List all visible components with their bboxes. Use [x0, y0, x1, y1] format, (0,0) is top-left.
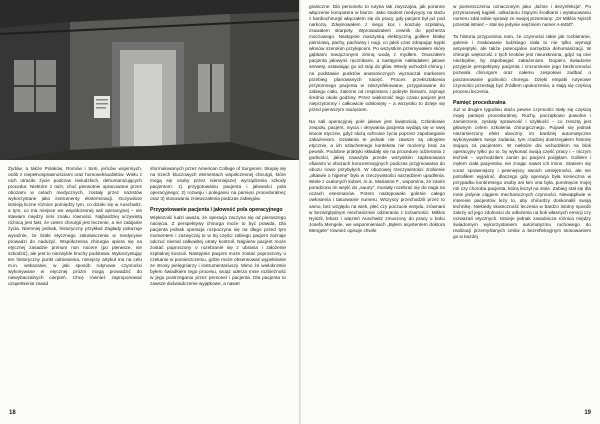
section-heading: Pamięć proceduralna	[453, 99, 506, 106]
paragraph: graniczne. Dla personelu to rutyna tak zwyczajna, jak poranne włączenie komputera w biurze. Jako student medycyny na stażu z kardiochirurgii włączałem się do pracy, gdy pacjent był już pod narkozą. Zdejmowałem z niego koc i koszulę szpitalną, zsuwałem skarpety. Wprowadzałem cewnik do pęcherza moczowego. Następnie maszynką elektryczną goliłem klatkę piersiową, pachy, pachwiny i nogi, co jakiś czas zdrapując kępki włosów szerokim przylepcem. Po wszystkim przemywałem skórę gąbkami nasączonymi zimną wodą z mydłem. Osuszałem pacjenta jałowymi ręcznikami, a następnie nakładałem jałowe serwety, ostawiając go od stóp do głów. Wtedy wchodził chirurg i na podstawie punktów anatomicznych wyznaczał markerem przebieg planowanych nacięć. Proces przekształcenia przytomnego pacjenta w zdezynfekowane, przygotowane do zabiegu ciało, zależne od respiratora i pokryte lininami, zajmuje średnio około godziny. Przez większość tego czasu pacjent jest nieprzytomny i całkowicie odsłonięty – a wszystko to dzieje się przed pierwszym nacięciem.	[309, 4, 445, 112]
section-heading: Przygotowanie pacjenta i jałowość pola operacyjnego	[150, 207, 283, 214]
right-page-column-2	[453, 4, 591, 240]
left-page-column-2	[150, 166, 286, 287]
right-page-column-1	[309, 4, 445, 234]
page-number: 19	[584, 410, 591, 416]
corridor-photo-drawing	[0, 0, 299, 160]
paragraph: Na sali operacyjnej pole jałowe jest świętością. Członkowie zespołu, pacjent, mycia i okrywania pacjenta wydają się w swej istocie etyczne, gdyż służą ochronie życia poprzez zapobieganie zakażeniom. Działania te jednak nie zawsze są obojętne etycznie, a ich szlachetnego kontekstu nie możemy brać za pewnik. Podobne praktyki składały się na procedurę odzierania z godności, jakiej zaważyła przede wszystkim zaplanowana ofiarami w obozach koncentracyjnych podczas przyjmowania do obozu nowo przybyłych. W obozowej rzeczywistości zrobienie „ołtaiwie o higienę” było w rzeczywistości narzędziem upodlenia. Wiele z ocalonych kobiet, m.in. Marianne F., wspomina, że zanim poradzono im wejść do „sauny”, musiały rozebrać się do naga na oczach esesmanów. Potem następowało golenie całego owłosienia i tatuowanie numeru. Wszyscy przechodzili przez to samo, bez względu na wiek, płeć czy poczucie wstydu, zrównani w bezwzględnym mechanizmie odzierania z tożsamości. Miklos Nyiszli, lekarz i więzień Auschwitz zmuszony do pracy u boku Josefa Mengele, we wspomnieniach „Byłem asystentem doktora Mengele” również opisuje chwile	[309, 118, 445, 233]
paragraph: Żydów, a także Polaków, Romów i Sinti, jeńców wojennych, osób z niepełnosprawnościami oraz homoseksualistów. Wielu z nich utraciło życie podczas nieludzkich, dehumanizujących procedur. Niektóre z nich, choć pierwotnie opracowane przez obozami w celach medycznych, zostały przez nazistów wykorzystane jako instrumenty eksterminacji. Oczywiście istnieją liczne różnice pomiędzy tym, co działo się w Auschwitz, a tym, co ma miejsce we współczesnej sali operacyjnej – nie stawiam między nimi znaku równości. Najbardziej oczywistą różnicą jest fakt, że celem chirurgii jest leczenie, a nie zabijanie życia. Niemniej jednak, historyczny przykład Zagłady pokazuje wyraźnie, że braki etycznego zakotwiczenia w medycynie prowadzi do nadużyć. Współczesna chirurgia opiera się na etycznej zasadzie primum non nocere (po pierwsze, nie szkodzić), ale jest to niezwykle kruchy podstawa. Wykorzystując ten historyczny punkt odniesienia, niniejszy artykuł ma na celu m.in. wskazanie, w jaki sposób rutynowe czynności wykonywane w etycznej próżni mogą prowadzić do niewybaczalnych cierpień. Chcę również zaproponować uzupełnienie zasad	[8, 166, 142, 286]
paragraph: Większość ludzi uważa, że operacja zaczyna się od pierwszego nacięcia. Z perspektywy chirurga może to być prawda. Dla pacjenta jednak operacja rozpoczyna się na długo przed tym momentem i zazwyczaj to w tej części zabiegu pacjent zaznaje odczuć niemal całkowitej utraty kontroli. Najpierw pacjent może zostać poproszony o rozebranie się z ubrania i założenie szpitalnej koszuli. Następnie pacjent może zostać poproszony o czekanie w pomieszczeniu, gdzie może obserwować wypełnianie ze strony pielęgniarzy i instrumentariuszy. Mimo że wielokrotnie byłem świadkiem tego procesu, wciąż uderza mnie rozbieżność w jego postrzeganiu przez personel i pacjenta. Dla pacjenta to zawsze doświadczenie wyjątkowe, a nawet	[150, 214, 286, 287]
left-page	[0, 0, 299, 424]
left-page-column-1	[8, 166, 142, 287]
paragraph: Już w drugim tygodniu stażu pewne czynności stały się częścią mojej pamięci proceduralnej. Ruchy, początkowo powolne i zamierzone, zyskały sprawność i szybkość – co zresztą jest głównym celem szkolenia chirurgicznego. Pojawił się jednak niezamierzony efekt uboczny: im bardziej automatyczne wykonywałem swoje zadania, tym rzadziej dostrzegałem historię stojącą za pacjentem. W niektóre dni wchodziłem na blok operacyjny tylko po to, by wykonać swoją część pracy i – niczym technik – wychodziłem zanim po pacjent podjęłam. Goliłem i myłem ciała pacjentów, nie znając nawet ich imion. Staniem się coraz sprawniejszy i pewniejszy swoich umiejętności, ale nie potrafiłem wyjaśnić, dlaczego gdy operacja była konieczna w przypadku konkretnego osoby ani kim ona była, pominięcie mojej roli czy choroba pacjenta, którą leczył na stole. Zabieg stał się dla mnie jedynie ciągiem mechanicznych czynności. Niewątpliwie w interesie pacjentów leży to, aby chirurdzy doskonalili swoją technikę. Niekiedy skuteczność leczenia w bardzo istotny sposób zależy od jego zdolności do odłożenia na bok własnych emocji czy rozważań etycznych. Istnieje jednak zasadnicza różnica między świadomym wykorzystaniem automatyzmu ruchowego do realizacji przemyślanych celów a bezrefleksyjnym stosowaniem go w każdej	[453, 107, 591, 240]
paragraph: w pomieszczeniu oznaczonym jako „łaźnie i dezynfekcja”. Po przymusowej kąpieli, odkażaniu żrącymi środkami i wytatuowaniu numeru zdał sobie sprawę ze swojej przemiany: „Dr Miklós Nyiszli przestał istnieć – stał się jedynie więźniem numer A-8450”.	[453, 4, 591, 28]
page-number: 18	[9, 410, 16, 416]
right-page	[301, 0, 600, 424]
paragraph: sformułowanych przez American College of Surgeons. Skupię się na trzech kluczowych elementach współczesnej chirurgii, które mogą się osoby przez niemniejsze) wyrządzenia szkody pacjentom: 1) przygotowaniu pacjenta i jałowości pola operacyjnego; 2) rozwoju i poleganiu na pamięci proceduralnej; oraz 3) stosowaniu zniewczalenia podczas zabiegów.	[150, 166, 286, 202]
corridor-photo	[0, 0, 299, 160]
paragraph: Ta historia przypomina nam, że czynności takie jak rozbieranie, golenie i znakowanie ludzkiego ciała to nie tylko wymogi antyseptyki, ale także potencjalne narzędzia dehumanizacji. W chirurgii większość z tych kroków jest nieunikniona, gdyż są one niezbędne, by zapobiegać zakażeniom. Dopiero świadome przyjęcie perspektywy pacjenta i zrozumienie jego bezbronności pozwala chirurgom oraz całemu zespołowi zadbać o poszanowanie godności chorego. Dzięki empatii rutynowe czynności przestają być źródłem upokorzenia, a stają się częścią procesu leczenia.	[453, 34, 591, 94]
